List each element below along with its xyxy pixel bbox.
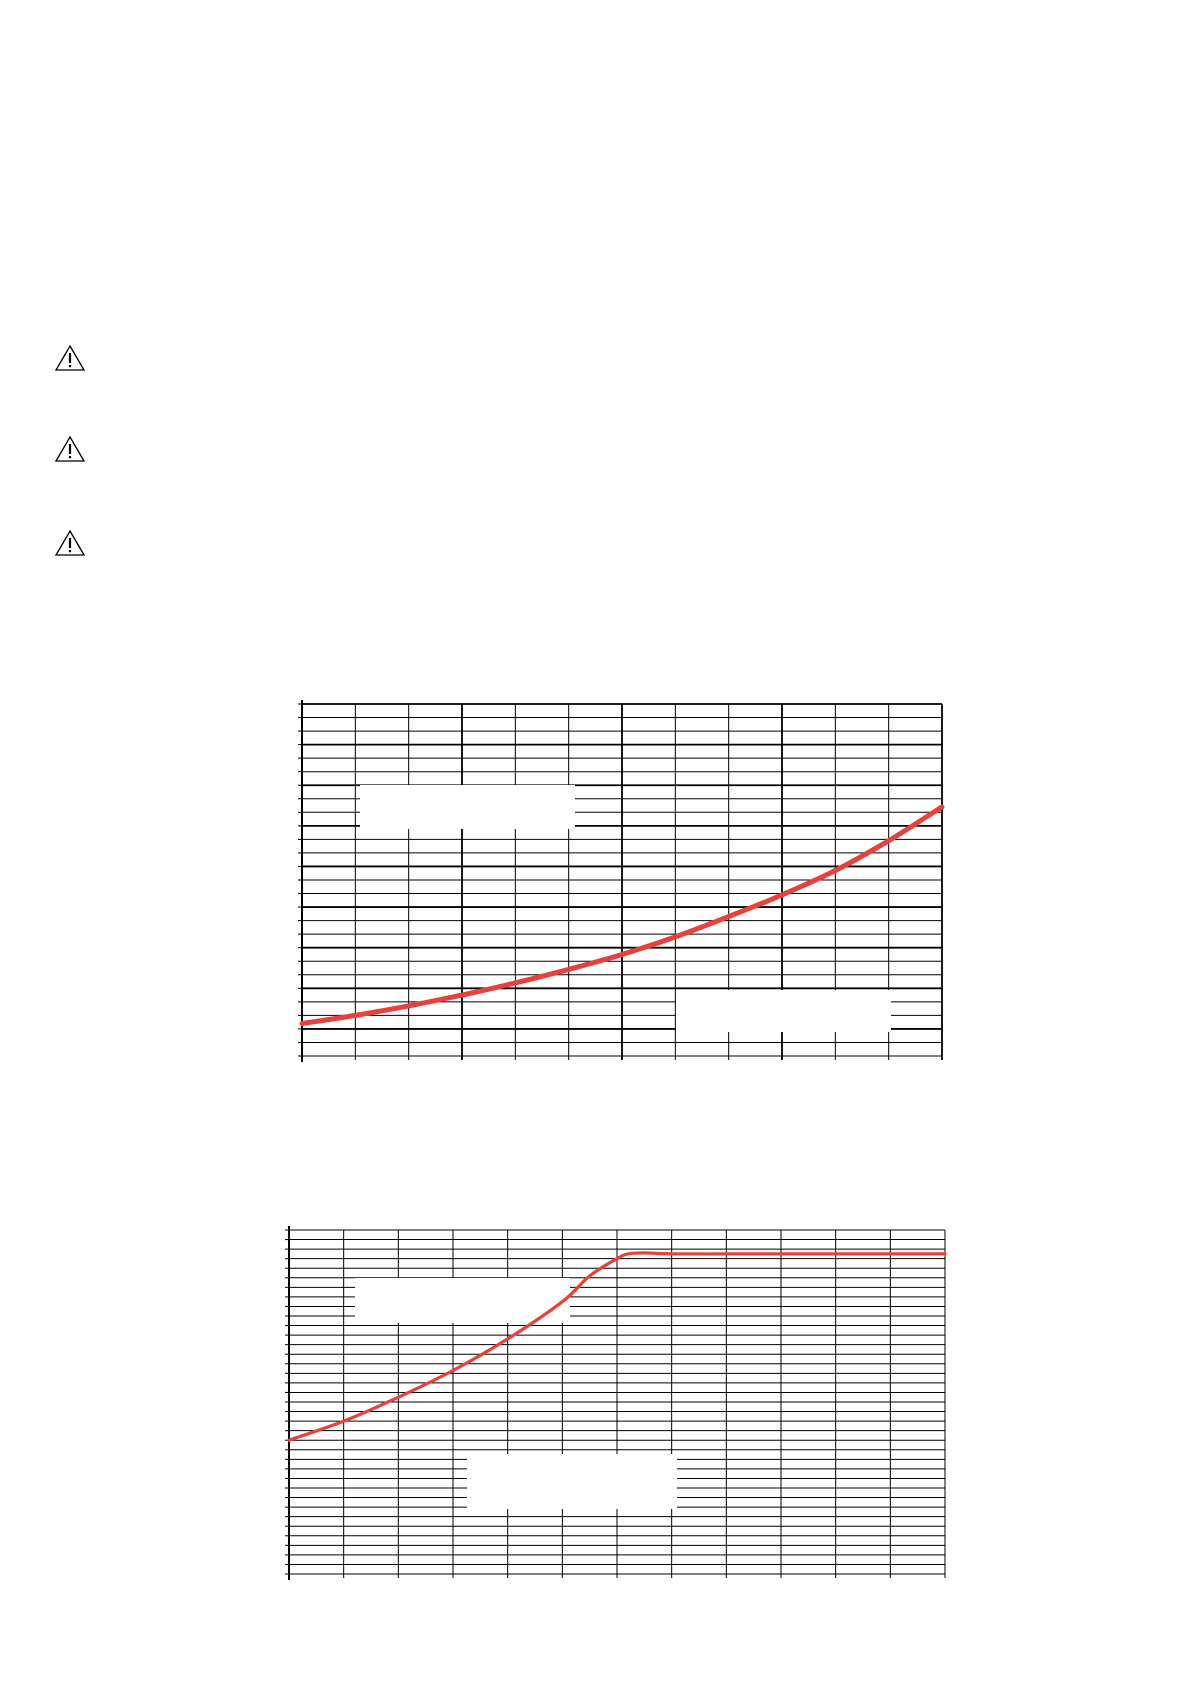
label-box: [360, 785, 575, 829]
chart-1-blanks: [360, 785, 891, 1032]
label-box: [355, 1278, 570, 1323]
chart-2: [280, 1226, 950, 1582]
label-box: [467, 1454, 677, 1509]
label-box: [676, 990, 891, 1032]
chart-1: [290, 700, 946, 1066]
warning-triangle-icon: [54, 435, 86, 463]
warning-triangle-icon: [54, 344, 86, 372]
warning-triangle-icon: [54, 529, 86, 557]
